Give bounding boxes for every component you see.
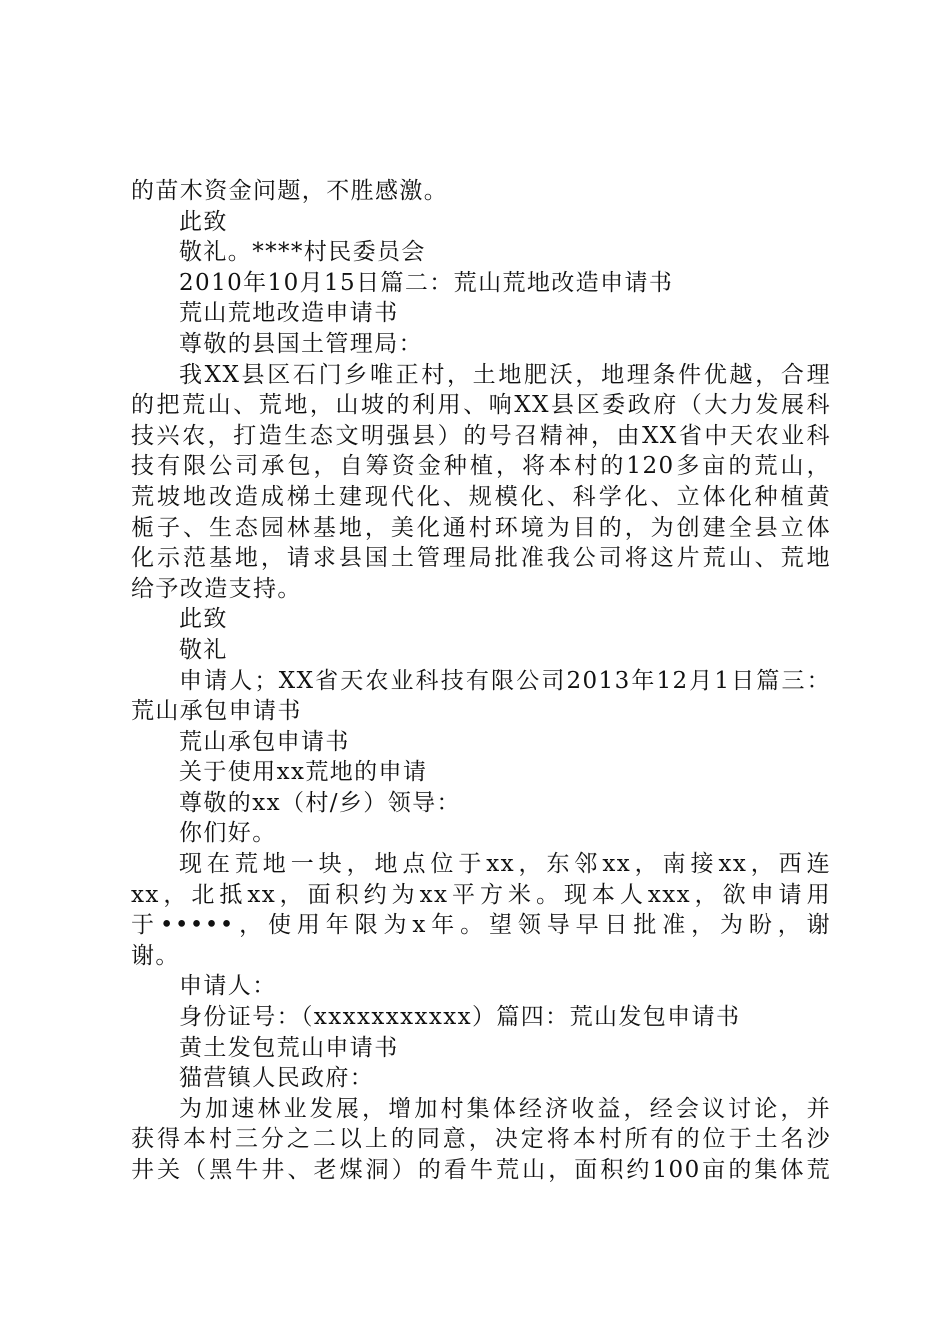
applicant-line: 申请人；XX省天农业科技有限公司2013年12月1日篇三：: [179, 667, 831, 694]
id-number-line: 身份证号：（xxxxxxxxxxx）篇四：荒山发包申请书: [179, 1004, 741, 1031]
paragraph-line: 技有限公司承包，自筹资金种植，将本村的120多亩的荒山，: [131, 453, 831, 480]
subject-line: 关于使用xx荒地的申请: [179, 759, 428, 786]
paragraph-line: xx，北抵xx，面积约为xx平方米。现本人xxx，欲申请用: [131, 881, 831, 908]
text-line: 的苗木资金问题，不胜感激。: [131, 178, 449, 204]
paragraph-line: 技兴农，打造生态文明强县）的号召精神，由XX省中天农业科: [131, 422, 831, 449]
greeting-line: 你们好。: [179, 820, 277, 847]
paragraph-line: 于•••••，使用年限为x年。望领导早日批准，为盼，谢: [131, 912, 831, 939]
section-title: 荒山荒地改造申请书: [179, 300, 399, 327]
paragraph-line: 荒坡地改造成梯土建现代化、规模化、科学化、立体化种植黄: [131, 483, 831, 510]
salutation-line: 此致: [179, 606, 228, 633]
paragraph-line: 的把荒山、荒地，山坡的利用、响XX县区委政府（大力发展科: [131, 392, 831, 419]
addressee-line: 尊敬的xx（村/乡）领导：: [179, 789, 461, 816]
paragraph-line: 栀子、生态园林基地，美化通村环境为目的，为创建全县立体: [131, 514, 831, 541]
paragraph-line: 谢。: [131, 942, 180, 969]
document-body: [131, 176, 831, 1186]
paragraph-line: 现在荒地一块，地点位于xx，东邻xx，南接xx，西连: [179, 851, 831, 878]
paragraph-line: 给予改造支持。: [131, 575, 302, 602]
addressee-line: 猫营镇人民政府：: [179, 1065, 375, 1092]
paragraph-line: 我XX县区石门乡唯正村，土地肥沃，地理条件优越，合理: [179, 361, 831, 388]
section-title: 荒山承包申请书: [131, 698, 302, 725]
addressee-line: 尊敬的县国土管理局：: [179, 330, 423, 357]
salutation-line: 此致: [179, 208, 228, 235]
paragraph-line: 获得本村三分之二以上的同意，决定将本村所有的位于土名沙: [131, 1126, 831, 1153]
date-heading-line: 2010年10月15日篇二：荒山荒地改造申请书: [179, 269, 674, 296]
closing-signature-line: 敬礼。****村民委员会: [179, 239, 426, 266]
paragraph-line: 井关（黑牛井、老煤洞）的看牛荒山，面积约100亩的集体荒: [131, 1157, 831, 1183]
section-title: 黄土发包荒山申请书: [179, 1034, 399, 1061]
section-title: 荒山承包申请书: [179, 728, 350, 755]
applicant-line: 申请人：: [179, 973, 277, 1000]
closing-line: 敬礼: [179, 636, 228, 663]
paragraph-line: 为加速林业发展，增加村集体经济收益，经会议讨论，并: [179, 1095, 831, 1122]
paragraph-line: 化示范基地，请求县国土管理局批准我公司将这片荒山、荒地: [131, 545, 831, 572]
